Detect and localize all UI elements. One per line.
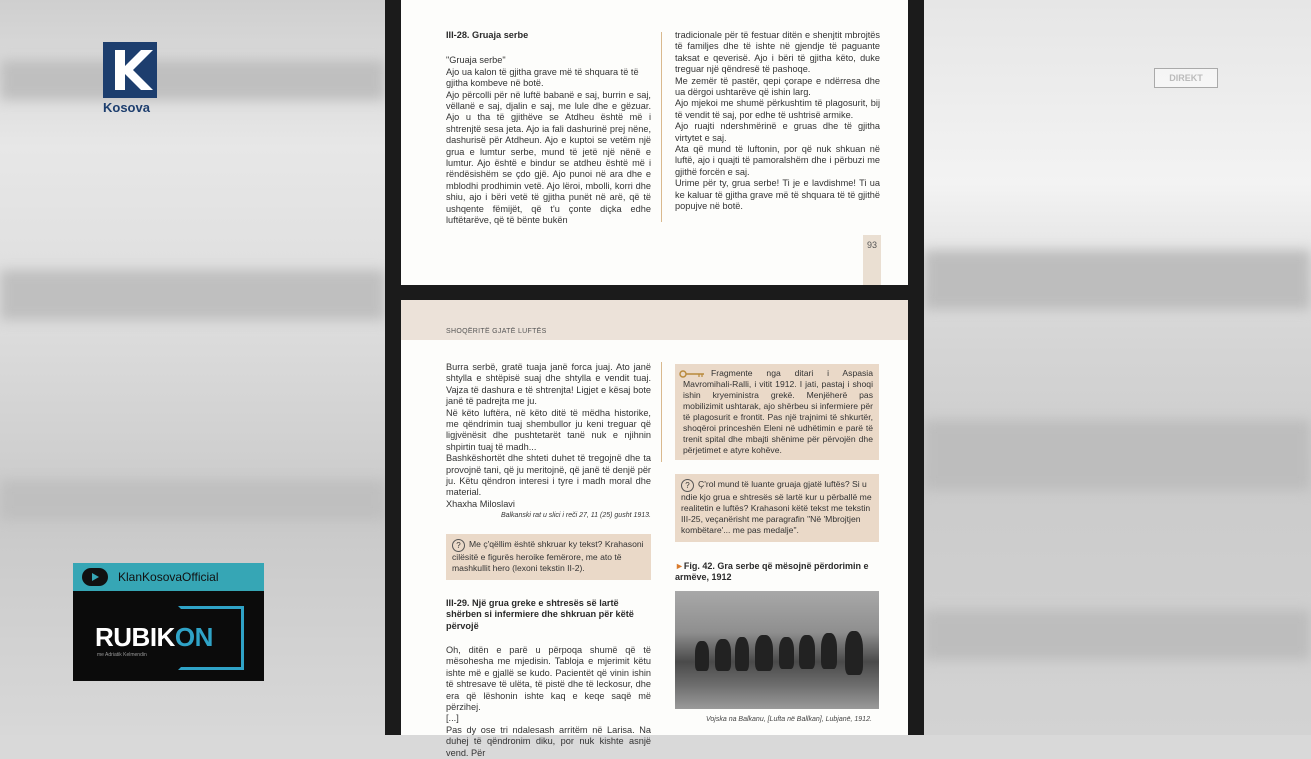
question-text: Ç'rol mund të luante gruaja gjatë luftës? Si u ndie kjo grua e shtresës së lartë kur u përballë me realitetin e luftës? Krahasoni këtë tekst me tekstin III-25, veçanërisht me paragrafin "Në 'Mbrojtjen kombëtare'... me pas medalje". xyxy=(681,479,872,535)
paragraph: tradicionale për të festuar ditën e shenjtit mbrojtës të familjes dhe të ishte në gjendje të paguante taksat e qeverisë. Ajo i bëri të gjitha këto, duke treguar një qëndresë të pashoqe. xyxy=(675,30,880,75)
author: Xhaxha Miloslavi xyxy=(446,498,515,509)
youtube-channel-bar xyxy=(73,563,264,591)
question-box xyxy=(446,534,651,580)
channel-logo-label: Kosova xyxy=(103,100,150,115)
paragraph: Në këto luftëra, në këto ditë të mëdha historike, me qëndrimin tuaj shembullor ju keni treguar që ligjvënësit dhe pushtetarët tanë nuk e njihnin shpirtin tuaj të madh... xyxy=(446,407,651,452)
column-divider xyxy=(661,32,662,222)
section-heading: III-28. Gruaja serbe xyxy=(446,30,529,40)
right-column xyxy=(675,30,880,213)
question-icon: ? xyxy=(452,539,465,552)
paragraph: Pas dy ose tri ndalesash arritëm në Larisa. Na duhej të qëndronim diku, por nuk kishte asnjë vend. Për xyxy=(446,724,651,758)
running-header: SHOQËRITË GJATË LUFTËS xyxy=(446,328,547,335)
paragraph: Ajo përcolli për në luftë babanë e saj, burrin e saj, vëllanë e saj, djalin e saj, me lule dhe e gëzuar. Ajo u tha të gjithëve se Atdheu është më i shtrenjtë sesa jeta. Ajo ia fali dashurinë prej nëne, dashurisë për Atdheun. Ajo e kuptoi se vetëm një grua e lumtur serbe, mund të jetë një nënë e lumtur. Ajo është e bindur se atdheu është më i rëndësishëm se çdo gjë. Ajo punoi në ara dhe e mblodhi prodhimin vetë. Ajo lëroi, mbolli, korri dhe shiu, ajo i bëri vetë të gjitha punët në arë, që të ushqente fëmijët, që t'u çonte diçka edhe luftëtarëve, që të bënte bukën xyxy=(446,89,651,226)
section-heading: III-29. Një grua greke e shtresës së lartë shërben si infermiere dhe shkruan për këtë përvojë xyxy=(446,598,634,631)
paragraph: Burra serbë, gratë tuaja janë forca juaj. Ato janë shtylla e shtëpisë suaj dhe shtylla e vendit tuaj. Vajza të dashura e të shtrenjta! Ligjet e kësaj bote janë të padrejta me ju. xyxy=(446,362,651,407)
figure-caption: Vojska na Balkanu, [Lufta në Ballkan], Lubjanë, 1912. xyxy=(706,716,872,723)
page-number: 93 xyxy=(863,235,881,285)
source-citation: Balkanski rat u slici i reči 27, 11 (25) gusht 1913. xyxy=(500,512,651,520)
question-icon: ? xyxy=(681,479,694,492)
historical-photo xyxy=(675,591,879,709)
youtube-handle: KlanKosovaOfficial xyxy=(118,570,219,584)
paragraph: Ajo ua kalon të gjitha grave më të shquara të të gjitha kombeve në botë. xyxy=(446,66,639,89)
show-subtitle: me Adriatik Kelmendin xyxy=(97,652,147,658)
paragraph: Me zemër të pastër, qepi çorape e ndërresa dhe ua dërgoi ushtarëve që ishin larg. xyxy=(675,75,880,98)
figure-title: ►Fig. 42. Gra serbe që mësojnë përdorimin e armëve, 1912 xyxy=(675,561,869,582)
key-icon xyxy=(679,370,705,378)
show-logo xyxy=(73,591,264,681)
triangle-icon: ► xyxy=(675,561,684,571)
left-column-lower xyxy=(446,645,651,759)
paragraph: Ajo ruajti ndershmërinë e gruas dhe të gjitha virtytet e saj. xyxy=(675,121,880,143)
running-header-band xyxy=(401,300,908,340)
column-divider xyxy=(661,362,662,462)
question-box xyxy=(675,474,879,542)
question-text: Me ç'qëllim është shkruar ky tekst? Krahasoni cilësitë e figurës heroike femërore, me ato të mashkullit hero (lexoni tekstin II-2). xyxy=(452,539,644,573)
youtube-icon xyxy=(82,568,108,586)
paragraph: "Gruaja serbe" xyxy=(446,55,506,66)
book-page-bottom xyxy=(401,300,908,758)
show-name: RUBIKON xyxy=(95,622,213,652)
background-right xyxy=(924,0,1311,735)
paragraph: Bashkëshortët dhe shteti duhet të tregojnë dhe ta provojnë tani, që ju meritojnë, që janë të denjë për ju. Këtu qëndron interesi i tyre i madh moral dhe material. xyxy=(446,453,651,498)
book-spread xyxy=(385,0,924,758)
info-box xyxy=(675,364,879,460)
paragraph: [...] xyxy=(446,713,459,724)
left-column xyxy=(446,362,651,522)
k-logo-icon xyxy=(103,42,157,98)
paragraph: Oh, ditën e parë u përpoqa shumë që të mësohesha me mjedisin. Tabloja e mjerimit këtu ishte më e gjallë se kudo. Pacientët që vinin ishin të shtresave të ulëta, të pistë dhe të leckosur, dhe era që lëshonin ishte kaq e keqe saqë më përzihej. xyxy=(446,645,651,713)
paragraph: Ajo mjekoi me shumë përkushtim të plagosurit, bij të vendit të saj, por edhe të ushtrisë armike. xyxy=(675,98,880,120)
paragraph: Urime për ty, grua serbe! Ti je e lavdishme! Ti ua ke kaluar të gjitha grave më të shquara të të gjithë popujve në botë. xyxy=(675,178,880,212)
book-page-top xyxy=(401,0,908,285)
info-text: Fragmente nga ditari i Aspasia Mavromihali-Ralli, i vitit 1912. I jati, pastaj i shoqi ishin kryeministra grekë. Menjëherë pas mobilizimit ushtarak, ajo shërbeu si infermiere për të plagosurit e frontit. Pas një trajnimi të shkurtër, shoqëroi princeshën Eleni në udhëtimin e parë të trenit spital dhe mbajti shënime për përvojën dhe përjetimet e atyre kohëve. xyxy=(683,368,873,455)
paragraph: Ata që mund të luftonin, por që nuk shkuan në luftë, ajo i quajti të pamoralshëm dhe i përbuzi me gjithë forcën e saj. xyxy=(675,144,880,177)
left-column xyxy=(446,30,651,227)
live-watermark: DIREKT xyxy=(1154,68,1218,88)
